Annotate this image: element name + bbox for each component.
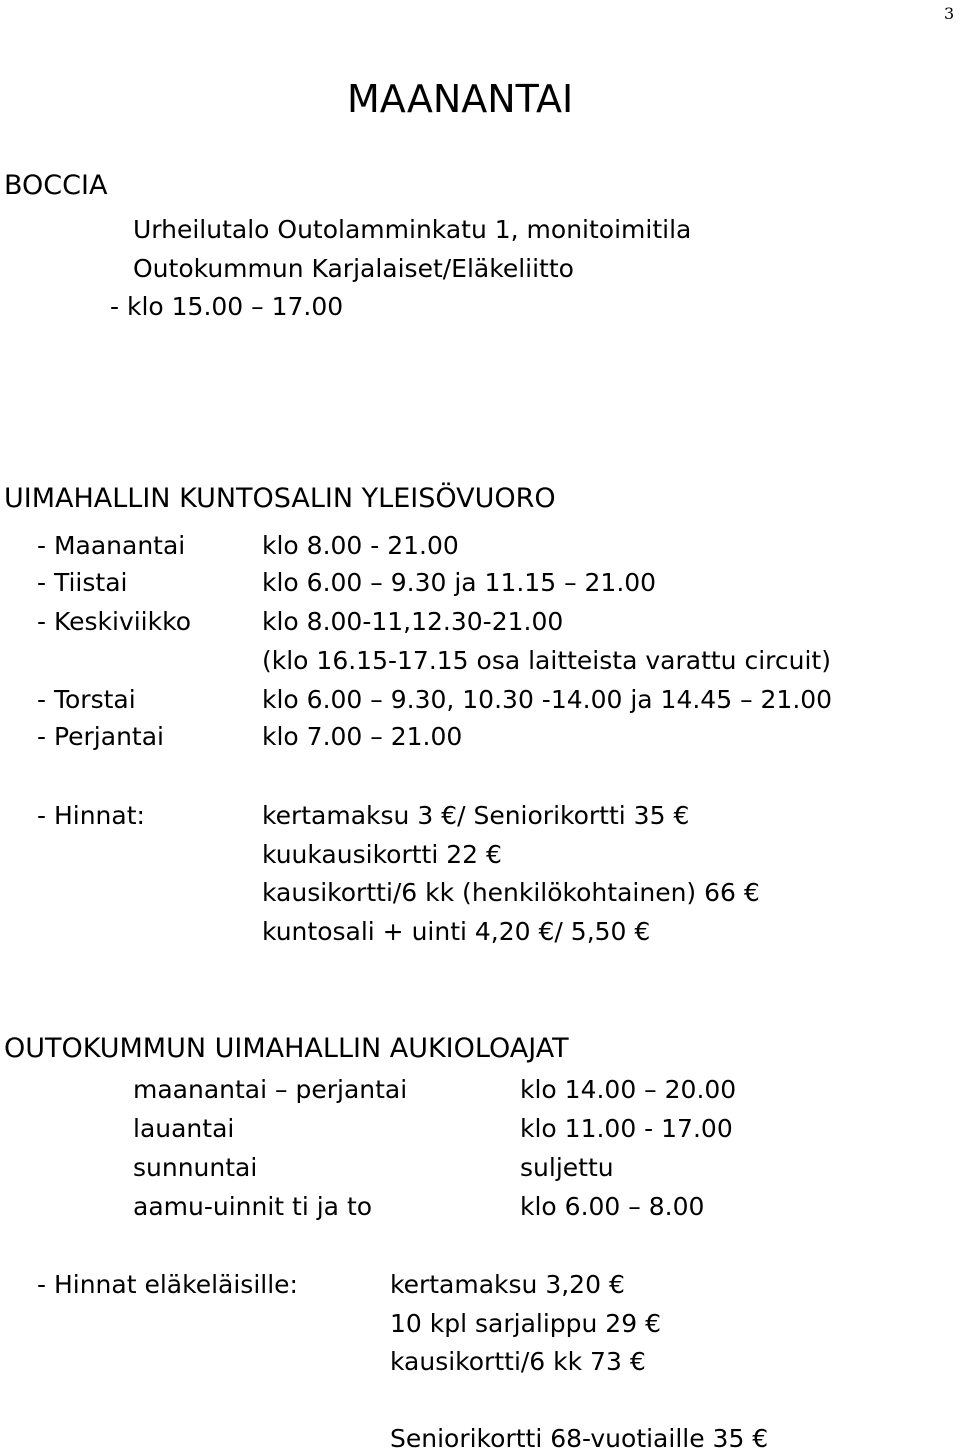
gym-price-line: kertamaksu 3 €/ Seniorikortti 35 € — [262, 801, 690, 830]
boccia-location: Urheilutalo Outolamminkatu 1, monitoimitila — [133, 215, 692, 244]
gym-hours: klo 7.00 – 21.00 — [262, 722, 463, 751]
gym-day-label: - Perjantai — [37, 722, 164, 751]
gym-prices-label: - Hinnat: — [37, 801, 145, 830]
gym-hours: klo 8.00-11,12.30-21.00 — [262, 607, 564, 636]
boccia-heading: BOCCIA — [4, 170, 108, 201]
pool-hours: klo 14.00 – 20.00 — [520, 1075, 737, 1104]
gym-day-label: - Keskiviikko — [37, 607, 191, 636]
gym-hours: klo 8.00 - 21.00 — [262, 531, 459, 560]
gym-heading: UIMAHALLIN KUNTOSALIN YLEISÖVUORO — [4, 483, 556, 514]
page-title: MAANANTAI — [347, 77, 574, 121]
pool-hours: suljettu — [520, 1153, 614, 1182]
gym-day-label: - Tiistai — [37, 568, 128, 597]
senior-prices-label: - Hinnat eläkeläisille: — [37, 1270, 298, 1299]
senior-price-line: 10 kpl sarjalippu 29 € — [390, 1309, 661, 1338]
page-number: 3 — [944, 4, 955, 23]
gym-day-label: - Torstai — [37, 685, 136, 714]
gym-hours-note: (klo 16.15-17.15 osa laitteista varattu circuit) — [262, 646, 831, 675]
senior-price-line: kertamaksu 3,20 € — [390, 1270, 625, 1299]
senior-price-line: kausikortti/6 kk 73 € — [390, 1347, 646, 1376]
gym-price-line: kausikortti/6 kk (henkilökohtainen) 66 € — [262, 878, 760, 907]
gym-day-label: - Maanantai — [37, 531, 186, 560]
pool-hours: klo 6.00 – 8.00 — [520, 1192, 705, 1221]
pool-day-label: maanantai – perjantai — [133, 1075, 408, 1104]
pool-hours: klo 11.00 - 17.00 — [520, 1114, 733, 1143]
gym-price-line: kuntosali + uinti 4,20 €/ 5,50 € — [262, 917, 651, 946]
boccia-time: - klo 15.00 – 17.00 — [110, 292, 344, 321]
gym-hours: klo 6.00 – 9.30, 10.30 -14.00 ja 14.45 – 21.00 — [262, 685, 833, 714]
boccia-organizer: Outokummun Karjalaiset/Eläkeliitto — [133, 254, 574, 283]
pool-day-label: lauantai — [133, 1114, 235, 1143]
gym-price-line: kuukausikortti 22 € — [262, 840, 502, 869]
pool-day-label: sunnuntai — [133, 1153, 258, 1182]
pool-heading: OUTOKUMMUN UIMAHALLIN AUKIOLOAJAT — [4, 1033, 569, 1064]
gym-hours: klo 6.00 – 9.30 ja 11.15 – 21.00 — [262, 568, 657, 597]
senior-card-price: Seniorikortti 68-vuotiaille 35 € — [390, 1424, 769, 1453]
pool-day-label: aamu-uinnit ti ja to — [133, 1192, 373, 1221]
